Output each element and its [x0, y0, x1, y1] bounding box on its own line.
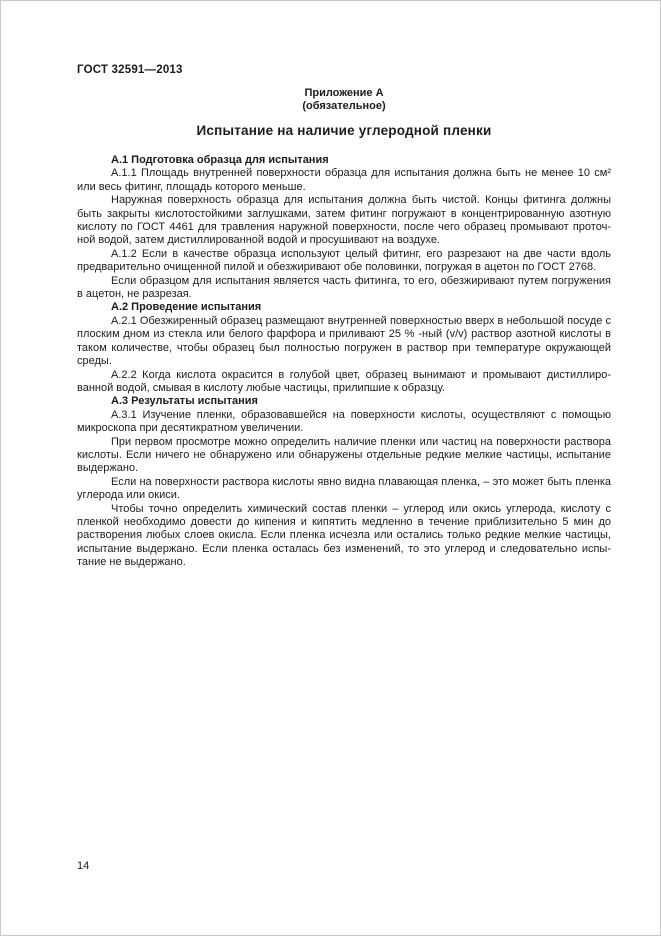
paragraph: А.1.2 Если в качестве образца используют целый фитинг, его разрезают на две части вдоль предварительно очищенной пилой и обезжиривают обе половинки, погружая в ацетон по ГОСТ 2768. — [77, 247, 611, 274]
appendix-title: Испытание на наличие углеродной пленки — [196, 123, 492, 138]
paragraph: А.1.1 Площадь внутренней поверхности образца для испытания должна быть не менее 10 см² или весь фитинг, площадь которого меньше. — [77, 167, 611, 193]
page-number: 14 — [77, 860, 90, 872]
paragraph: Если образцом для испытания является часть фитинга, то его, обезжиривают путем погружения в ацетон, не разрезая. — [77, 274, 611, 301]
paragraph: Чтобы точно определить химический состав пленки – углерод или окись углерода, кислоту с пленкой необходимо довести до кипения и кипятить медленно в течение приблизительно 5 мин до растворения любых слоев окисла. Если пленка исчезла или остались только редкие мелкие частицы, испытание выдержано. Если пленка осталась без изменений, то это углерод и следовательно испытание не выдержано. — [77, 502, 611, 569]
paragraph: При первом просмотре можно определить наличие пленки или частиц на поверхности раствора кислоты. Если ничего не обнаружено или обнаружены отдельные редкие мелкие частицы, испытание выдержано. — [77, 435, 611, 475]
paragraph: Наружная поверхность образца для испытания должна быть чистой. Концы фитинга должны быть закрыты кислотостойкими заглушками, затем фитинг погружают в концентрированную азотную кислоту по ГОСТ 4461 для травления наружной поверхности, после чего образец промывают проточной водой, затем дистиллированной водой и просушивают на воздухе. — [77, 194, 611, 247]
appendix-sublabel: (обязательное) — [302, 99, 386, 112]
section-heading: А.1 Подготовка образца для испытания — [111, 154, 329, 166]
appendix-label: Приложение А — [304, 87, 384, 99]
paragraph: А.2.2 Когда кислота окрасится в голубой цвет, образец вынимают и промывают дистиллированной водой, смывая в кислоту любые частицы, прилипшие к образцу. — [77, 368, 611, 394]
section-heading: А.3 Результаты испытания — [111, 395, 258, 408]
page-content — [77, 64, 611, 570]
document-number: ГОСТ 32591—2013 — [77, 64, 183, 76]
paragraph: А.2.1 Обезжиренный образец размещают внутренней поверхностью вверх в небольшой посуде с плоским дном из стекла или белого фарфора и приливают 25 % -ный (v/v) раствор азотной кислоты в таком количестве, чтобы образец был полностью погружен в раствор при температуре окружающей среды. — [77, 314, 611, 368]
document-body — [77, 154, 611, 570]
paragraph: Если на поверхности раствора кислоты явно видна плавающая пленка, – это может быть пленка углерода или окиси. — [77, 475, 611, 502]
paragraph: А.3.1 Изучение пленки, образовавшейся на поверхности кислоты, осуществляют с помощью микроскопа при десятикратном увеличении. — [77, 408, 611, 435]
section-heading: А.2 Проведение испытания — [111, 301, 262, 314]
